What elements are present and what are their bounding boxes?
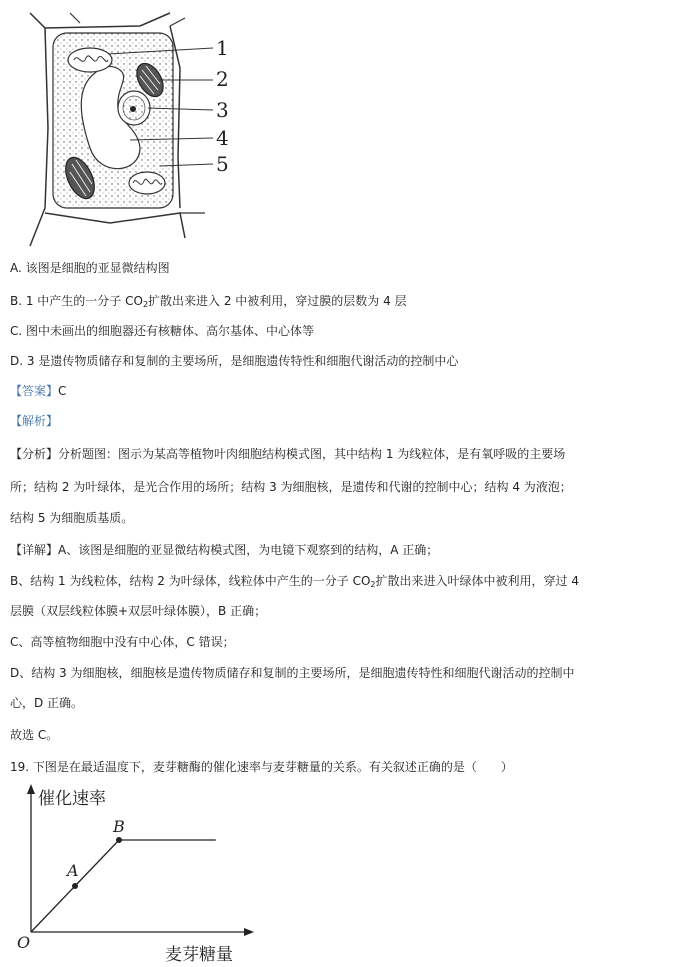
option-c: C. 图中未画出的细胞器还有核糖体、高尔基体、中心体等 [10, 324, 315, 338]
fenxi-line-1 [10, 446, 565, 462]
option-b-pre: B. 1 中产生的一分子 CO [10, 294, 143, 308]
answer-label: 【答案】 [10, 384, 59, 398]
xiangjie-b1-sub: 2 [370, 580, 376, 589]
fenxi-label: 【分析】 [10, 447, 59, 461]
option-a: A. 该图是细胞的亚显微结构图 [10, 261, 170, 275]
option-b-post: 扩散出来进入 2 中被利用，穿过膜的层数为 4 层 [148, 294, 407, 308]
fenxi-line-3: 结构 5 为细胞质基质。 [10, 511, 134, 525]
conclusion-line: 故选 C。 [10, 728, 59, 742]
point-b [116, 837, 122, 843]
xiangjie-line-d2: 心，D 正确。 [10, 696, 84, 710]
fenxi-text-1: 分析题图：图示为某高等植物叶肉细胞结构模式图，其中结构 1 为线粒体，是有氧呼吸的主要场 [58, 447, 566, 461]
cell-label-3: 3 [216, 98, 229, 122]
analysis-label: 【解析】 [10, 414, 59, 428]
x-axis-label: 麦芽糖量 [165, 945, 233, 965]
xiangjie-b1-post: 扩散出来进入叶绿体中被利用，穿过 4 [375, 574, 579, 588]
point-a [72, 883, 78, 889]
xiangjie-b1-pre: B、结构 1 为线粒体，结构 2 为叶绿体，线粒体中产生的一分子 CO [10, 574, 371, 588]
xiangjie-line-b2: 层膜（双层线粒体膜+双层叶绿体膜），B 正确； [10, 604, 267, 618]
y-axis-arrow [27, 784, 35, 794]
x-axis-arrow [244, 928, 254, 936]
xiangjie-line-b1 [10, 573, 579, 593]
answer-value: C [58, 384, 67, 398]
xiangjie-line-a [10, 542, 438, 558]
cell-label-5: 5 [216, 152, 229, 176]
option-b [10, 293, 407, 313]
point-a-label: A [67, 861, 79, 880]
y-axis-label: 催化速率 [38, 789, 106, 809]
catalysis-graph [0, 780, 260, 967]
xiangjie-line-c: C、高等植物细胞中没有中心体，C 错误； [10, 635, 235, 649]
option-d: D. 3 是遗传物质储存和复制的主要场所，是细胞遗传特性和细胞代谢活动的控制中心 [10, 354, 459, 368]
xiangjie-line-d1: D、结构 3 为细胞核，细胞核是遗传物质储存和复制的主要场所，是细胞遗传特性和细胞代谢活动的控制中 [10, 666, 575, 680]
xiangjie-text-a: A、该图是细胞的亚显微结构模式图，为电镜下观察到的结构，A 正确； [58, 543, 439, 557]
cell-label-4: 4 [216, 126, 229, 150]
answer-line [10, 383, 66, 399]
option-b-sub: 2 [142, 300, 149, 309]
origin-label: O [17, 933, 31, 952]
fenxi-line-2: 所；结构 2 为叶绿体，是光合作用的场所；结构 3 为细胞核，是遗传和代谢的控制中心；结构 4 为液泡； [10, 480, 572, 494]
xiangjie-label: 【详解】 [10, 543, 59, 557]
cell-label-1: 1 [216, 36, 229, 60]
cell-label-2: 2 [216, 67, 229, 91]
rate-curve [31, 840, 216, 932]
point-b-label: B [113, 817, 125, 836]
question-19: 19. 下图是在最适温度下，麦芽糖酶的催化速率与麦芽糖量的关系。有关叙述正确的是（ ） [10, 760, 513, 774]
